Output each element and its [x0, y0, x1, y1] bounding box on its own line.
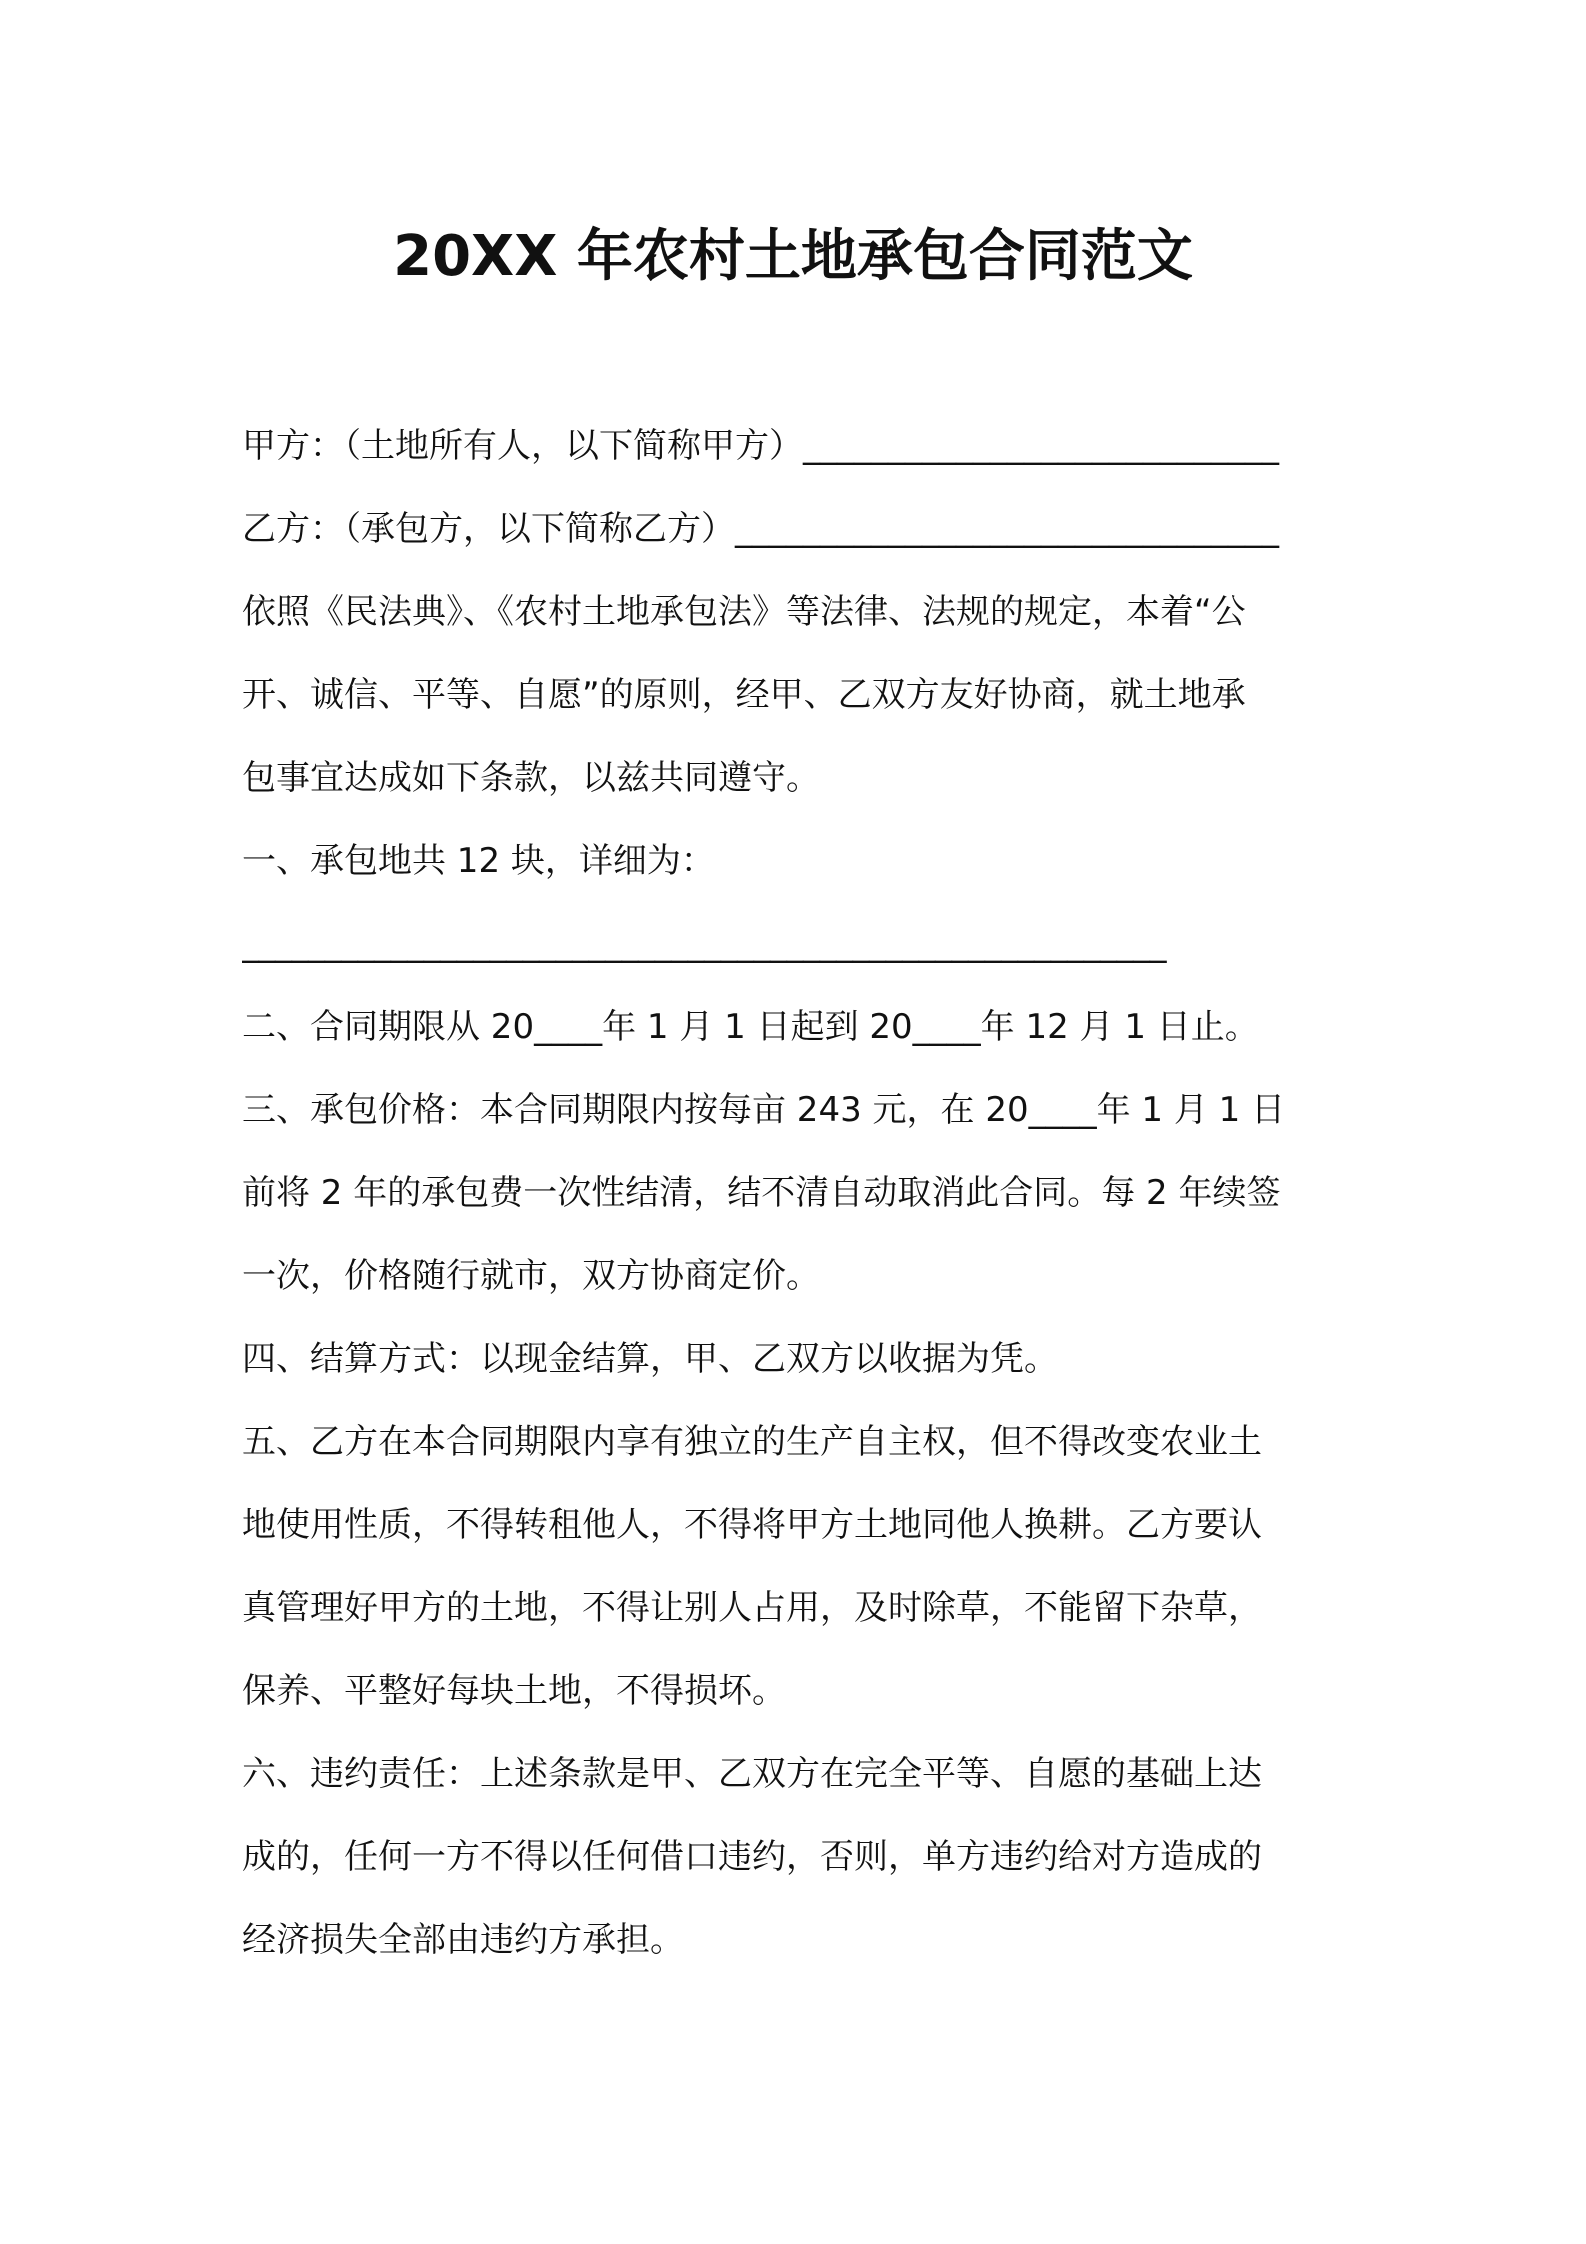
clause-6-line-3: 经济损失全部由违约方承担。	[242, 1920, 684, 1960]
clause-5-line-1: 五、乙方在本合同期限内享有独立的生产自主权，但不得改变农业土	[242, 1422, 1262, 1462]
document-body	[242, 405, 1362, 1982]
document-title: 20XX 年农村土地承包合同范文	[393, 224, 1193, 289]
clause-5-line-3: 真管理好甲方的土地，不得让别人占用，及时除草，不能留下杂草，	[242, 1588, 1262, 1628]
clause-6-line-2: 成的，任何一方不得以任何借口违约，否则，单方违约给对方造成的	[242, 1837, 1262, 1877]
clause-3-line-2: 前将 2 年的承包费一次性结清，结不清自动取消此合同。每 2 年续签	[242, 1173, 1281, 1213]
clause-5-line-2: 地使用性质，不得转租他人，不得将甲方土地同他人换耕。乙方要认	[242, 1505, 1262, 1545]
clause-1-line: 一、承包地共 12 块，详细为：	[242, 841, 715, 881]
clause-3-line-1: 三、承包价格：本合同期限内按每亩 243 元，在 20____年 1 月 1 日	[242, 1090, 1286, 1130]
clause-3-line-3: 一次，价格随行就市，双方协商定价。	[242, 1256, 820, 1296]
clause-4-line: 四、结算方式：以现金结算，甲、乙双方以收据为凭。	[242, 1339, 1058, 1379]
clause-5-line-4: 保养、平整好每块土地，不得损坏。	[242, 1671, 786, 1711]
party-b-line: 乙方：（承包方，以下简称乙方）________________________________	[242, 509, 1279, 549]
preamble-line-2: 开、诚信、平等、自愿”的原则，经甲、乙双方友好协商，就土地承	[242, 675, 1246, 715]
preamble-line-3: 包事宜达成如下条款，以兹共同遵守。	[242, 758, 820, 798]
clause-6-line-1: 六、违约责任：上述条款是甲、乙双方在完全平等、自愿的基础上达	[242, 1754, 1262, 1794]
preamble-line-1: 依照《民法典》、《农村土地承包法》等法律、法规的规定，本着“公	[242, 592, 1246, 632]
party-a-line: 甲方：（土地所有人，以下简称甲方）____________________________	[242, 426, 1279, 466]
clause-1-blank-line: ________________________________________________________	[242, 924, 1166, 964]
clause-2-line: 二、合同期限从 20____年 1 月 1 日起到 20____年 12 月 1 日止。	[242, 1007, 1259, 1047]
